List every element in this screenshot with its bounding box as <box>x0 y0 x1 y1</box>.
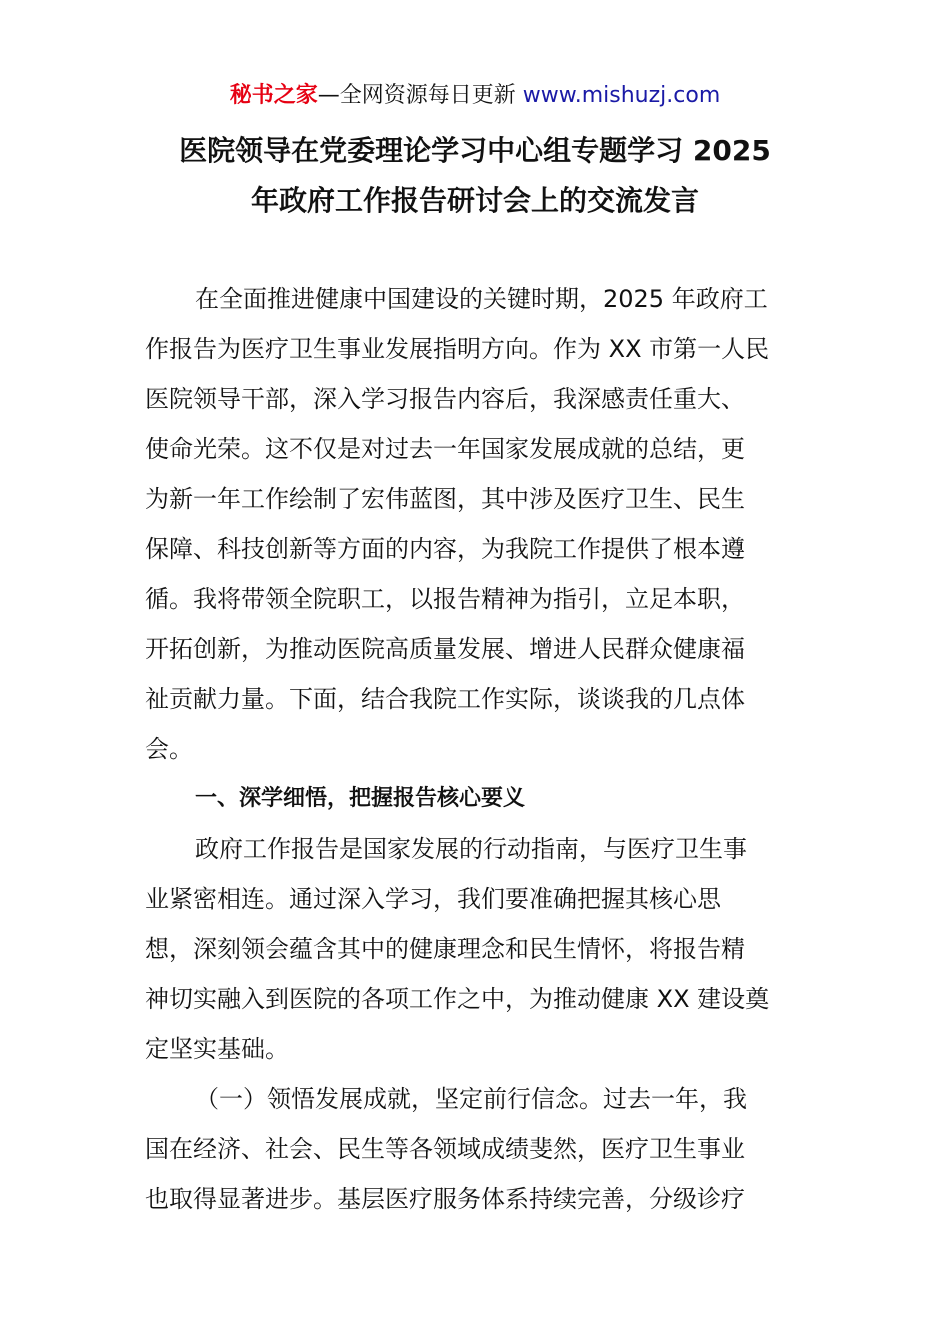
document-title <box>120 126 830 226</box>
paragraph-line: 作报告为医疗卫生事业发展指明方向。作为 XX 市第一人民 <box>145 335 770 363</box>
paragraph-line: 神切实融入到医院的各项工作之中，为推动健康 XX 建设奠 <box>145 985 770 1013</box>
paragraph-line: 祉贡献力量。下面，结合我院工作实际，谈谈我的几点体 <box>145 685 745 713</box>
site-url-link[interactable]: www.mishuzj.com <box>522 83 721 108</box>
site-tagline: —全网资源每日更新 <box>317 83 523 108</box>
paragraph-line: 也取得显著进步。基层医疗服务体系持续完善，分级诊疗 <box>145 1185 745 1213</box>
paragraph-line: 想，深刻领会蕴含其中的健康理念和民生情怀，将报告精 <box>145 935 745 963</box>
section-heading: 一、深学细悟，把握报告核心要义 <box>195 786 526 811</box>
paragraph-line: 政府工作报告是国家发展的行动指南，与医疗卫生事 <box>195 835 747 863</box>
site-header <box>0 80 950 112</box>
paragraph-line: 循。我将带领全院职工，以报告精神为指引，立足本职， <box>145 585 745 613</box>
document-body <box>145 274 809 1224</box>
paragraph-line: 在全面推进健康中国建设的关键时期，2025 年政府工 <box>195 285 768 313</box>
site-brand: 秘书之家 <box>229 83 318 108</box>
paragraph-line: 保障、科技创新等方面的内容，为我院工作提供了根本遵 <box>145 535 745 563</box>
paragraph-line: 使命光荣。这不仅是对过去一年国家发展成就的总结，更 <box>145 435 745 463</box>
paragraph-line: （一）领悟发展成就，坚定前行信念。过去一年，我 <box>195 1085 747 1113</box>
paragraph-line: 定坚实基础。 <box>145 1035 289 1063</box>
paragraph-line: 医院领导干部，深入学习报告内容后，我深感责任重大、 <box>145 385 745 413</box>
paragraph-line: 业紧密相连。通过深入学习，我们要准确把握其核心思 <box>145 885 721 913</box>
paragraph-line: 国在经济、社会、民生等各领域成绩斐然，医疗卫生事业 <box>145 1135 745 1163</box>
paragraph-line: 开拓创新，为推动医院高质量发展、增进人民群众健康福 <box>145 635 745 663</box>
title-line-1: 医院领导在党委理论学习中心组专题学习 2025 <box>179 134 771 167</box>
paragraph-line: 会。 <box>145 735 193 763</box>
paragraph-line: 为新一年工作绘制了宏伟蓝图，其中涉及医疗卫生、民生 <box>145 485 745 513</box>
title-line-2: 年政府工作报告研讨会上的交流发言 <box>250 184 699 217</box>
